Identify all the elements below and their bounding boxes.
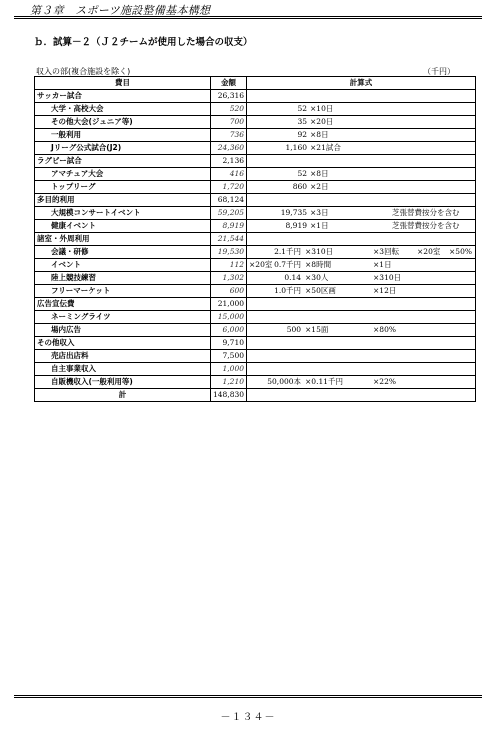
footer-rule-secondary — [14, 697, 482, 698]
row-item-label: トップリーグ — [35, 181, 211, 194]
formula-part: ×310日 — [373, 273, 402, 282]
row-item-label: 大学・高校大会 — [35, 103, 211, 116]
formula-part: 50,000本 — [267, 377, 302, 386]
row-formula — [247, 194, 476, 207]
row-amount: 68,124 — [211, 194, 247, 207]
row-item-label: 諸室・外周利用 — [35, 233, 211, 246]
row-formula — [247, 311, 476, 324]
row-formula — [247, 337, 476, 350]
formula-part: 芝張替費按分を含む — [392, 221, 460, 230]
row-item-label: ネーミングライツ — [35, 311, 211, 324]
section-title: ｂ．試算－２（Ｊ２チームが使用した場合の収支） — [34, 37, 253, 48]
table-row — [35, 298, 476, 311]
row-formula — [247, 116, 476, 129]
formula-part: ×20室 — [417, 247, 441, 256]
table-row — [35, 116, 476, 129]
row-item-label: サッカー試合 — [35, 90, 211, 103]
row-amount: 1,302 — [211, 272, 247, 285]
row-amount: 416 — [211, 168, 247, 181]
row-amount: 112 — [211, 259, 247, 272]
column-header-item: 費目 — [35, 77, 211, 90]
column-header-amount: 金額 — [211, 77, 247, 90]
row-formula — [247, 233, 476, 246]
formula-part: ×80% — [373, 325, 396, 334]
unit-label: （千円） — [423, 67, 455, 76]
row-item-label: 陸上競技練習 — [35, 272, 211, 285]
table-row — [35, 129, 476, 142]
formula-part: ×2日 — [310, 182, 329, 191]
formula-part: ×8日 — [310, 169, 329, 178]
row-formula — [247, 207, 476, 220]
formula-part: ×20室 — [249, 260, 273, 269]
row-amount: 24,360 — [211, 142, 247, 155]
formula-part: 8,919 — [285, 221, 308, 230]
formula-part: ×3回転 — [373, 247, 400, 256]
formula-part: 0.14 — [284, 273, 302, 282]
table-caption: 収入の部(複合施設を除く) — [36, 67, 131, 76]
row-amount: 9,710 — [211, 337, 247, 350]
row-formula — [247, 246, 476, 259]
row-item-label: ラグビー試合 — [35, 155, 211, 168]
formula-part: ×3日 — [310, 208, 329, 217]
row-formula — [247, 220, 476, 233]
table-row — [35, 142, 476, 155]
row-item-label: 広告宣伝費 — [35, 298, 211, 311]
formula-part: ×8日 — [310, 130, 329, 139]
table-body — [35, 90, 476, 402]
formula-part: ×0.11千円 — [305, 377, 343, 386]
row-item-label: 一般利用 — [35, 129, 211, 142]
table-row — [35, 181, 476, 194]
formula-part: ×8時間 — [305, 260, 332, 269]
header-rule — [14, 16, 482, 17]
row-amount: 1,000 — [211, 363, 247, 376]
total-amount: 148,830 — [211, 389, 247, 402]
formula-part: 860 — [292, 182, 308, 191]
row-formula — [247, 129, 476, 142]
row-amount: 19,530 — [211, 246, 247, 259]
table-row — [35, 363, 476, 376]
row-item-label: フリーマーケット — [35, 285, 211, 298]
row-formula — [247, 363, 476, 376]
row-formula — [247, 324, 476, 337]
row-amount: 7,500 — [211, 350, 247, 363]
table-row — [35, 324, 476, 337]
chapter-header: 第３章 スポーツ施設整備基本構想 — [30, 4, 211, 17]
row-amount: 6,000 — [211, 324, 247, 337]
row-item-label: 健康イベント — [35, 220, 211, 233]
formula-part: ×310日 — [305, 247, 334, 256]
row-item-label: 自販機収入(一般利用等) — [35, 376, 211, 389]
row-amount: 520 — [211, 103, 247, 116]
row-item-label: 場内広告 — [35, 324, 211, 337]
row-item-label: 売店出店料 — [35, 350, 211, 363]
table-row — [35, 90, 476, 103]
row-formula — [247, 168, 476, 181]
table-row — [35, 103, 476, 116]
page-number: －１３４－ — [220, 712, 276, 723]
row-amount: 21,544 — [211, 233, 247, 246]
formula-part: 1,160 — [285, 143, 308, 152]
formula-part: 35 — [297, 117, 308, 126]
row-formula — [247, 376, 476, 389]
table-row — [35, 376, 476, 389]
table-row — [35, 272, 476, 285]
revenue-table — [34, 76, 476, 402]
row-item-label: 自主事業収入 — [35, 363, 211, 376]
table-row — [35, 233, 476, 246]
table-row — [35, 194, 476, 207]
row-formula — [247, 272, 476, 285]
row-item-label: その他大会(ジュニア等) — [35, 116, 211, 129]
formula-part: 芝張替費按分を含む — [392, 208, 460, 217]
formula-part: ×30人 — [305, 273, 329, 282]
row-amount: 1,720 — [211, 181, 247, 194]
table-row — [35, 311, 476, 324]
table-row — [35, 350, 476, 363]
header-rule-secondary — [14, 18, 482, 19]
row-item-label: Jリーグ公式試合(J2) — [35, 142, 211, 155]
formula-part: 0.7千円 — [274, 260, 302, 269]
row-amount: 21,000 — [211, 298, 247, 311]
formula-part: 52 — [297, 104, 308, 113]
formula-part: ×50% — [449, 247, 472, 256]
table-row — [35, 337, 476, 350]
formula-part: ×1日 — [310, 221, 329, 230]
formula-part: 19,735 — [280, 208, 308, 217]
formula-part: 2.1千円 — [274, 247, 302, 256]
formula-part: ×15面 — [305, 325, 329, 334]
row-formula — [247, 90, 476, 103]
row-amount: 15,000 — [211, 311, 247, 324]
row-formula — [247, 298, 476, 311]
column-header-formula: 計算式 — [247, 77, 476, 90]
table-row — [35, 207, 476, 220]
formula-part: ×12日 — [373, 286, 397, 295]
total-formula — [247, 389, 476, 402]
row-item-label: その他収入 — [35, 337, 211, 350]
row-item-label: 大規模コンサートイベント — [35, 207, 211, 220]
formula-part: ×50区画 — [305, 286, 336, 295]
row-item-label: アマチュア大会 — [35, 168, 211, 181]
row-amount: 59,205 — [211, 207, 247, 220]
row-amount: 26,316 — [211, 90, 247, 103]
table-row — [35, 246, 476, 259]
row-amount: 8,919 — [211, 220, 247, 233]
table-row — [35, 155, 476, 168]
row-amount: 700 — [211, 116, 247, 129]
total-row — [35, 389, 476, 402]
table-row — [35, 285, 476, 298]
row-amount: 736 — [211, 129, 247, 142]
table-row — [35, 220, 476, 233]
row-amount: 600 — [211, 285, 247, 298]
row-amount: 1,210 — [211, 376, 247, 389]
row-item-label: 会議・研修 — [35, 246, 211, 259]
row-item-label: イベント — [35, 259, 211, 272]
total-label: 計 — [35, 389, 211, 402]
table-row — [35, 168, 476, 181]
footer-rule — [14, 695, 482, 696]
formula-part: ×1日 — [373, 260, 392, 269]
formula-part: ×10日 — [310, 104, 334, 113]
formula-part: ×22% — [373, 377, 396, 386]
formula-part: 1.0千円 — [274, 286, 302, 295]
row-formula — [247, 103, 476, 116]
formula-part: 52 — [297, 169, 308, 178]
row-amount: 2,136 — [211, 155, 247, 168]
row-formula — [247, 350, 476, 363]
row-formula — [247, 285, 476, 298]
formula-part: 92 — [297, 130, 308, 139]
row-item-label: 多目的利用 — [35, 194, 211, 207]
row-formula — [247, 181, 476, 194]
formula-part: 500 — [286, 325, 302, 334]
table-header-row — [35, 77, 476, 90]
row-formula — [247, 259, 476, 272]
row-formula — [247, 155, 476, 168]
row-formula — [247, 142, 476, 155]
formula-part: ×21試合 — [310, 143, 341, 152]
table-row — [35, 259, 476, 272]
formula-part: ×20日 — [310, 117, 334, 126]
